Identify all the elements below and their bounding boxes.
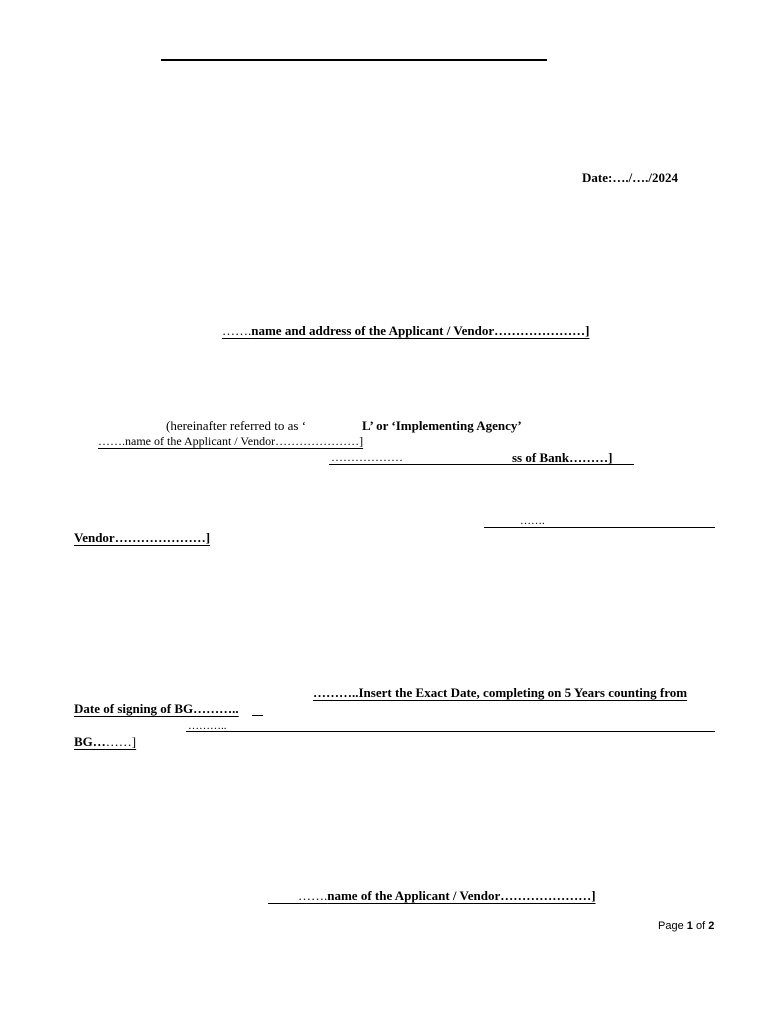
exact-date-line-2: Date of signing of BG……….. bbox=[74, 701, 239, 716]
vendor-text: Vendor…………………] bbox=[74, 530, 211, 545]
applicant-address-dots: ……. bbox=[222, 323, 252, 338]
page-total: 2 bbox=[708, 920, 715, 932]
bank-line-underline bbox=[329, 464, 634, 465]
page-label: Page bbox=[658, 920, 684, 932]
date-field: Date:…./…./2024 bbox=[582, 170, 679, 185]
exact-date-line-1: ………..Insert the Exact Date, completing on 5 Years counting from bbox=[313, 685, 688, 700]
signature-rule-lead bbox=[268, 903, 300, 904]
applicant-address-line bbox=[222, 323, 589, 339]
header-rule bbox=[161, 59, 547, 61]
applicant-address-text: name and address of the Applicant / Vendor…………………] bbox=[251, 323, 590, 338]
page-of-label: of bbox=[695, 920, 706, 932]
bg-rest-text: ……] bbox=[105, 734, 137, 749]
signature-text: name of the Applicant / Vendor…………………] bbox=[327, 888, 596, 903]
page-number bbox=[658, 920, 714, 932]
bank-address-text: ss of Bank………] bbox=[512, 450, 613, 465]
exact-date-dots: ……….. bbox=[188, 720, 227, 732]
vendor-rule bbox=[484, 527, 715, 528]
bank-dots: ……………… bbox=[331, 450, 403, 464]
bg-line bbox=[74, 734, 136, 750]
signature-dots: ……. bbox=[298, 888, 328, 903]
implementing-agency-text: L’ or ‘Implementing Agency’ bbox=[362, 418, 522, 433]
page-current: 1 bbox=[686, 920, 693, 932]
signature-applicant-line bbox=[298, 888, 596, 904]
bg-bold-text: BG… bbox=[74, 734, 106, 749]
exact-date-line-2-extension bbox=[252, 715, 263, 716]
hereinafter-text: (hereinafter referred to as ‘ bbox=[166, 418, 307, 433]
exact-date-rule bbox=[186, 731, 715, 732]
vendor-dots: ……. bbox=[520, 515, 545, 527]
applicant-name-line: …….name of the Applicant / Vendor…………………] bbox=[98, 434, 364, 448]
